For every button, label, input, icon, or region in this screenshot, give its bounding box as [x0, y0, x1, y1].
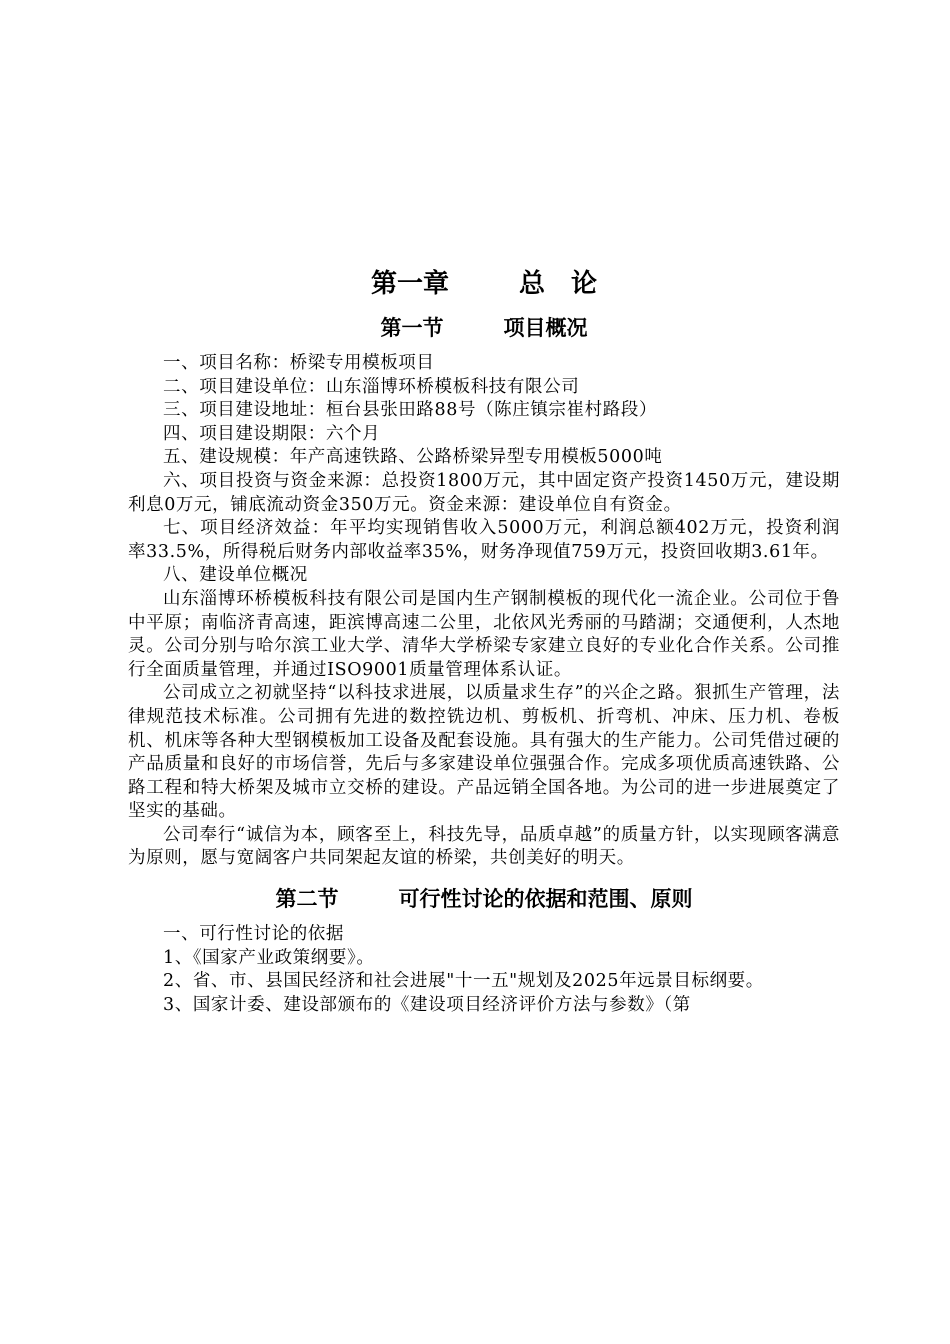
paragraph: 1、《国家产业政策纲要》。	[163, 947, 375, 968]
chapter-title	[128, 262, 840, 306]
paragraph: 四、项目建设期限：六个月	[163, 423, 381, 444]
section-name: 项目概况	[503, 316, 588, 340]
section-name: 可行性讨论的依据和范围、原则	[398, 887, 693, 912]
section-number: 第一节	[380, 316, 444, 340]
chapter-number: 第一章	[370, 269, 449, 299]
paragraph: 2、省、市、县国民经济和社会进展"十一五"规划及2025年远景目标纲要。	[163, 971, 764, 992]
chapter-name: 总 论	[519, 269, 598, 299]
paragraph: 三、项目建设地址：桓台县张田路88号（陈庄镇宗崔村路段）	[163, 400, 658, 421]
paragraph: 五、建设规模：年产高速铁路、公路桥梁异型专用模板5000吨	[163, 447, 663, 468]
paragraph: 3、国家计委、建设部颁布的《建设项目经济评价方法与参数》（第	[163, 994, 691, 1015]
paragraph: 七、项目经济效益：年平均实现销售收入5000万元，利润总额402万元，投资利润率33.5%，所得税后财务内部收益率35%，财务净现值759万元，投资回收期3.61年。	[128, 518, 840, 562]
paragraph: 二、项目建设单位：山东淄博环桥模板科技有限公司	[163, 376, 580, 397]
section-title-2	[128, 879, 840, 919]
paragraph: 公司奉行“诚信为本，顾客至上，科技先导，品质卓越”的质量方针，以实现顾客满意为原则，愿与宽阔客户共同架起友谊的桥梁，共创美好的明天。	[128, 824, 840, 869]
section-body-1	[128, 352, 840, 871]
paragraph: 八、建设单位概况	[163, 565, 308, 586]
section-title-1	[128, 308, 840, 348]
paragraph: 六、项目投资与资金来源：总投资1800万元，其中固定资产投资1450万元，建设期利息0万元，铺底流动资金350万元。资金来源：建设单位自有资金。	[128, 470, 840, 515]
paragraph: 一、可行性讨论的依据	[163, 924, 344, 945]
paragraph: 一、项目名称：桥梁专用模板项目	[163, 353, 435, 373]
section-number: 第二节	[275, 887, 339, 912]
paragraph: 山东淄博环桥模板科技有限公司是国内生产钢制模板的现代化一流企业。公司位于鲁中平原；南临济青高速，距滨博高速二公里，北依风光秀丽的马踏湖；交通便利，人杰地灵。公司分别与哈尔滨工业大学、清华大学桥梁专家建立良好的专业化合作关系。公司推行全面质量管理，并通过ISO9001质量管理体系认证。	[128, 588, 840, 680]
document-page	[128, 262, 840, 1017]
section-body-2	[128, 923, 840, 1017]
paragraph: 公司成立之初就坚持“以科技求进展，以质量求生存”的兴企之路。狠抓生产管理，法律规范技术标准。公司拥有先进的数控铣边机、剪板机、折弯机、冲床、压力机、卷板机、机床等各种大型钢模板加工设备及配套设施。具有强大的生产能力。公司凭借过硬的产品质量和良好的市场信誉，先后与多家建设单位强强合作。完成多项优质高速铁路、公路工程和特大桥架及城市立交桥的建设。产品远销全国各地。为公司的进一步进展奠定了坚实的基础。	[128, 683, 840, 822]
